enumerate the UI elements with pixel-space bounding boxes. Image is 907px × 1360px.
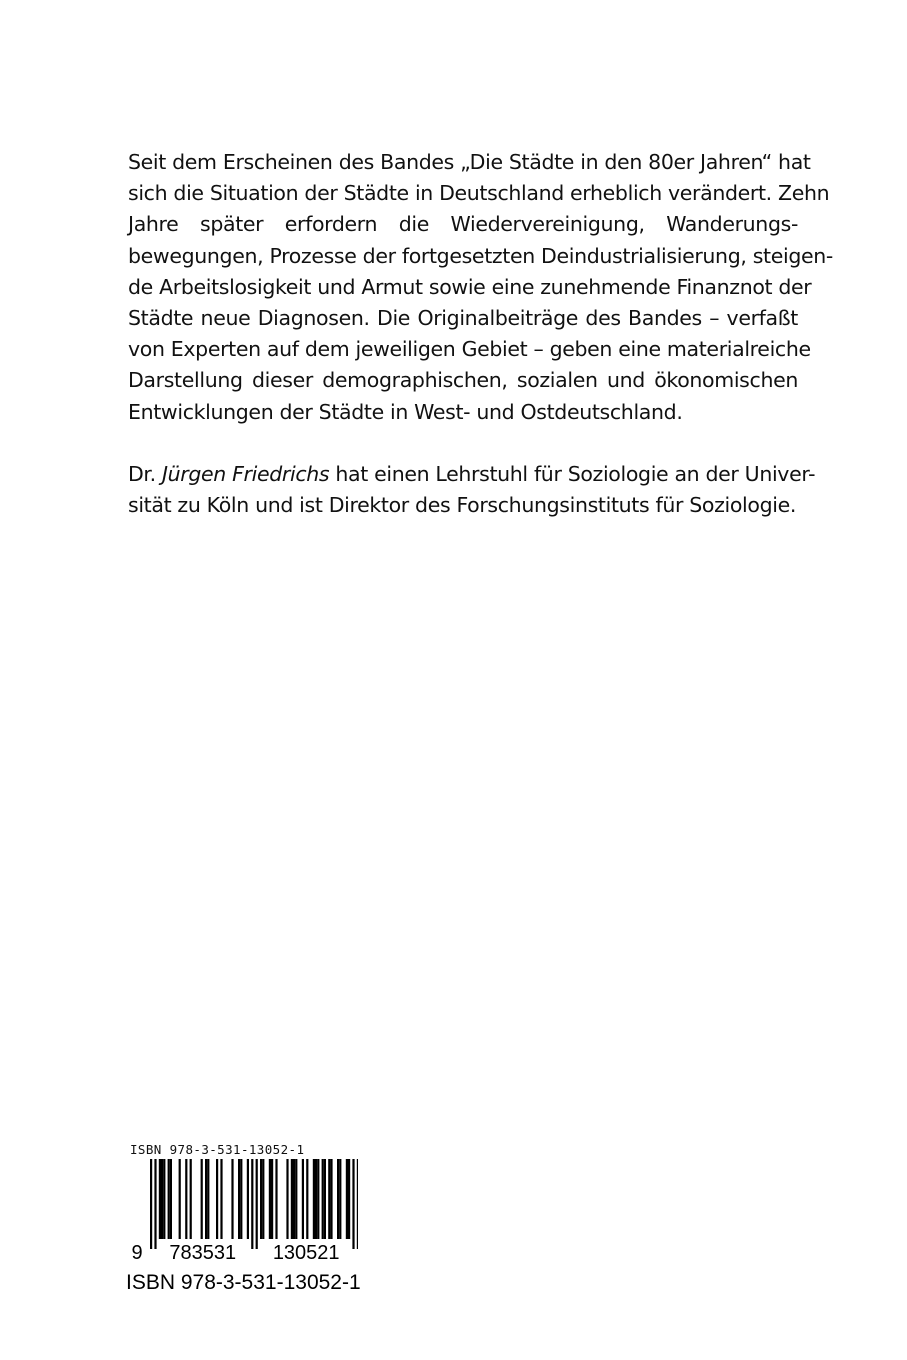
barcode-bar xyxy=(247,1159,249,1239)
barcode-bar xyxy=(339,1159,341,1239)
barcode-bar xyxy=(163,1159,165,1239)
barcode-bar xyxy=(337,1159,339,1239)
barcode-isbn-label: ISBN 978-3-531-13052-1 xyxy=(130,1142,305,1157)
barcode-bar xyxy=(179,1159,181,1239)
author-name: Jürgen Friedrichs xyxy=(161,461,330,486)
back-cover-blurb xyxy=(128,147,833,521)
barcode-bar xyxy=(295,1159,297,1239)
text-line: Seit dem Erscheinen des Bandes „Die Städte in den 80er Jahren“ hat xyxy=(128,150,811,174)
barcode-bar xyxy=(262,1159,264,1239)
barcode-bar xyxy=(302,1159,304,1239)
barcode-bar xyxy=(293,1159,295,1239)
author-line: sität zu Köln und ist Direktor des Forschungsinstituts für Soziologie. xyxy=(128,493,797,518)
ean13-barcode xyxy=(128,1157,358,1267)
barcode-bar xyxy=(275,1159,277,1239)
barcode-bar xyxy=(170,1159,172,1239)
barcode-bar xyxy=(322,1159,324,1239)
barcode-bar xyxy=(159,1159,161,1239)
text-line: Jahre später erfordern die Wiedervereinigung, Wanderungs- xyxy=(128,212,798,237)
text-line: bewegungen, Prozesse der fortgesetzten Deindustrialisierung, steigen- xyxy=(128,243,833,268)
barcode-guard-bar xyxy=(357,1159,358,1249)
barcode-bar xyxy=(271,1159,273,1239)
barcode-bar xyxy=(348,1159,350,1239)
barcode-bar xyxy=(260,1159,262,1239)
barcode-bar xyxy=(220,1159,222,1239)
barcode-guard-bar xyxy=(150,1159,152,1249)
author-line-rest: hat einen Lehrstuhl für Soziologie an der Univer- xyxy=(329,461,816,486)
barcode-bar xyxy=(207,1159,209,1239)
barcode-bar xyxy=(269,1159,271,1239)
barcode-bar xyxy=(216,1159,218,1239)
barcode-bar xyxy=(330,1159,332,1239)
barcode-bar xyxy=(185,1159,187,1239)
author-paragraph xyxy=(128,459,816,521)
barcode-bar xyxy=(238,1159,240,1239)
isbn-text: ISBN 978-3-531-13052-1 xyxy=(126,1271,361,1294)
barcode-bar xyxy=(346,1159,348,1239)
text-line: Darstellung dieser demographischen, sozialen und ökonomischen xyxy=(128,368,798,393)
description-paragraph xyxy=(128,147,833,428)
author-prefix: Dr. xyxy=(128,461,162,486)
barcode-bar xyxy=(205,1159,207,1239)
barcode-bar xyxy=(328,1159,330,1239)
text-line: sich die Situation der Städte in Deutschland erheblich verändert. Zehn xyxy=(128,181,830,206)
isbn-barcode xyxy=(128,1142,358,1267)
text-line: von Experten auf dem jeweiligen Gebiet – geben eine materialreiche xyxy=(128,337,811,362)
barcode-first-digit: 9 xyxy=(131,1242,143,1264)
barcode-bar xyxy=(240,1159,242,1239)
barcode-right-digits: 130521 xyxy=(272,1242,340,1264)
text-line: Städte neue Diagnosen. Die Originalbeiträge des Bandes – verfaßt xyxy=(128,306,798,331)
barcode-guard-bar xyxy=(352,1159,354,1249)
barcode-guard-bar xyxy=(251,1159,253,1249)
barcode-bar xyxy=(291,1159,293,1239)
barcode-bar xyxy=(231,1159,233,1239)
text-line: Entwicklungen der Städte in West- und Ostdeutschland. xyxy=(128,399,683,424)
barcode-left-digits: 783531 xyxy=(169,1242,237,1264)
barcode-bar xyxy=(317,1159,319,1239)
barcode-bar xyxy=(161,1159,163,1239)
barcode-guard-bar xyxy=(256,1159,258,1249)
barcode-guard-bar xyxy=(154,1159,156,1249)
barcode-bar xyxy=(286,1159,288,1239)
barcode-bar xyxy=(168,1159,170,1239)
barcode-bar xyxy=(201,1159,203,1239)
barcode-bar xyxy=(306,1159,308,1239)
text-line: de Arbeitslosigkeit und Armut sowie eine zunehmende Finanznot der xyxy=(128,274,812,299)
barcode-bar xyxy=(324,1159,326,1239)
barcode-bar xyxy=(315,1159,317,1239)
barcode-bar xyxy=(190,1159,192,1239)
author-line xyxy=(128,459,816,490)
barcode-bar xyxy=(313,1159,315,1239)
